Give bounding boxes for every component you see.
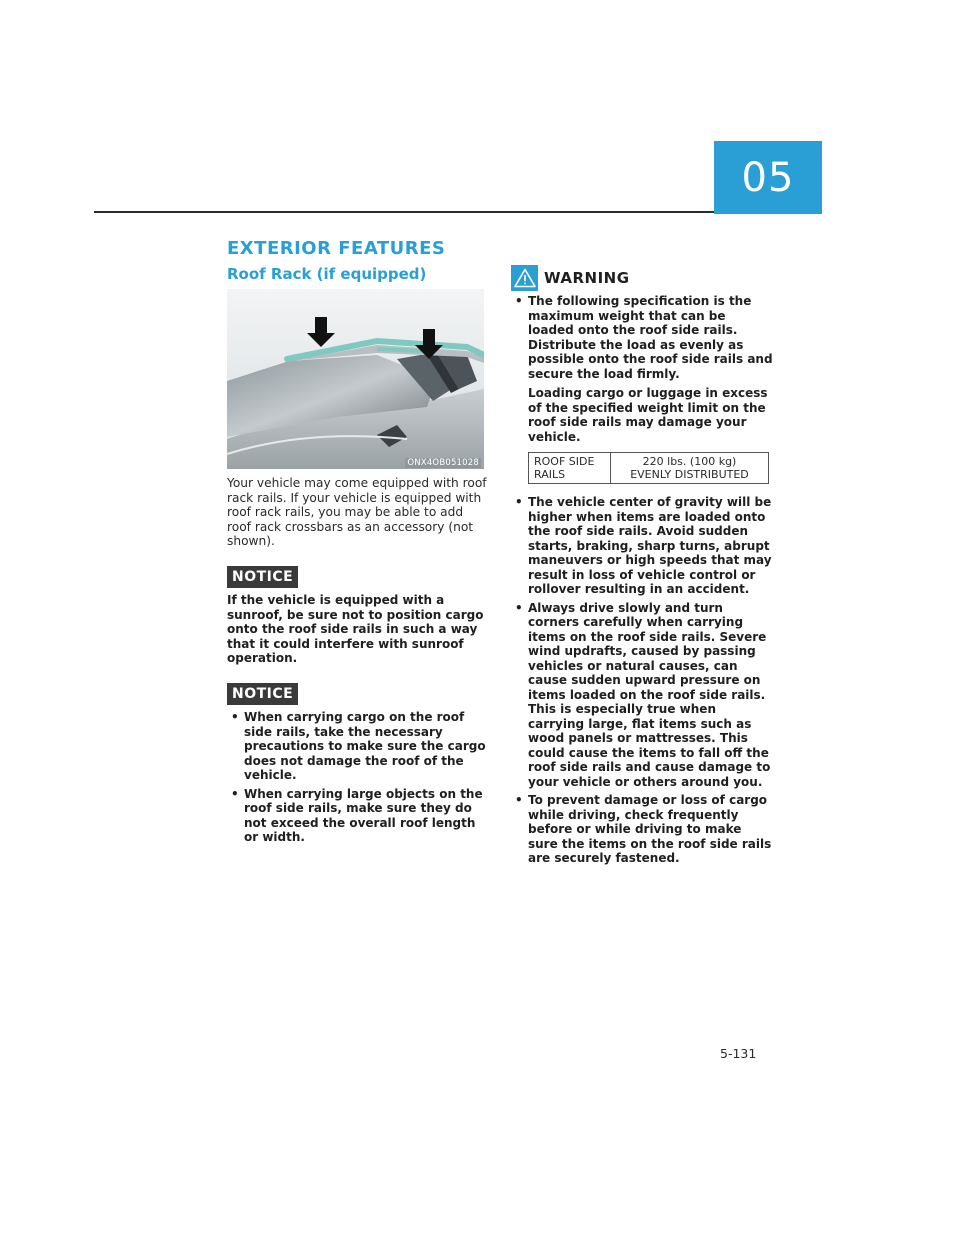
list-item	[511, 294, 773, 444]
figure-code: ONX4OB051028	[407, 458, 479, 468]
header-divider	[94, 211, 714, 213]
value-line: 220 lbs. (100 kg)	[642, 455, 737, 468]
warning-list-continued	[511, 495, 773, 870]
notice-list	[227, 710, 489, 849]
car-roof-drawing	[227, 289, 484, 469]
list-item: • When carrying cargo on the roof side rails, take the necessary precautions to make sure the cargo does not damage the roof of the vehicle.	[227, 710, 489, 783]
table-cell-value	[611, 453, 769, 484]
page-number: 5-131	[720, 1046, 757, 1061]
notice-badge: NOTICE	[227, 683, 298, 705]
chapter-number: 05	[741, 154, 795, 201]
list-item: • The vehicle center of gravity will be higher when items are loaded onto the roof side rails. Avoid sudden starts, braking, sharp turns, abrupt maneuvers or high speeds that may result in loss of vehicle control or rollover resulting in an accident.	[511, 495, 773, 597]
spec-table	[528, 452, 769, 484]
value-line: EVENLY DISTRIBUTED	[630, 468, 749, 481]
section-title: EXTERIOR FEATURES	[227, 238, 446, 259]
chapter-tab	[714, 141, 822, 214]
list-item-subtext: Loading cargo or luggage in excess of the specified weight limit on the roof side rails may damage your vehicle.	[528, 386, 768, 444]
notice-text: If the vehicle is equipped with a sunroof, be sure not to position cargo onto the roof side rails in such a way that it could interfere with sunroof operation.	[227, 593, 484, 665]
warning-triangle-icon	[511, 265, 538, 291]
warning-list	[511, 294, 773, 448]
list-item-text: The following specification is the maximum weight that can be loaded onto the roof side rails. Distribute the load as evenly as possible onto the roof side rails and secure the load firmly.	[528, 294, 773, 381]
list-item: • To prevent damage or loss of cargo while driving, check frequently before or while driving to make sure the items on the roof side rails are securely fastened.	[511, 793, 773, 866]
list-item: • Always drive slowly and turn corners carefully when carrying items on the roof side rails. Severe wind updrafts, caused by passing vehicles or natural causes, can cause sudden upward pressure on items loaded on the roof side rails. This is especially true when carrying large, flat items such as wood panels or mattresses. This could cause the items to fall off the roof side rails and cause damage to your vehicle or others around you.	[511, 601, 773, 790]
list-item: • When carrying large objects on the roof side rails, make sure they do not exceed the overall roof length or width.	[227, 787, 489, 845]
notice-badge: NOTICE	[227, 566, 298, 588]
warning-header	[511, 265, 630, 291]
warning-label: WARNING	[544, 269, 630, 287]
table-row	[529, 453, 769, 484]
intro-paragraph: Your vehicle may come equipped with roof rack rails. If your vehicle is equipped with roof rack rails, you may be able to add roof rack crossbars as an accessory (not shown).	[227, 476, 487, 548]
roof-rack-illustration	[227, 289, 484, 469]
subsection-title: Roof Rack (if equipped)	[227, 265, 427, 283]
table-cell-key: ROOF SIDE RAILS	[529, 453, 611, 484]
